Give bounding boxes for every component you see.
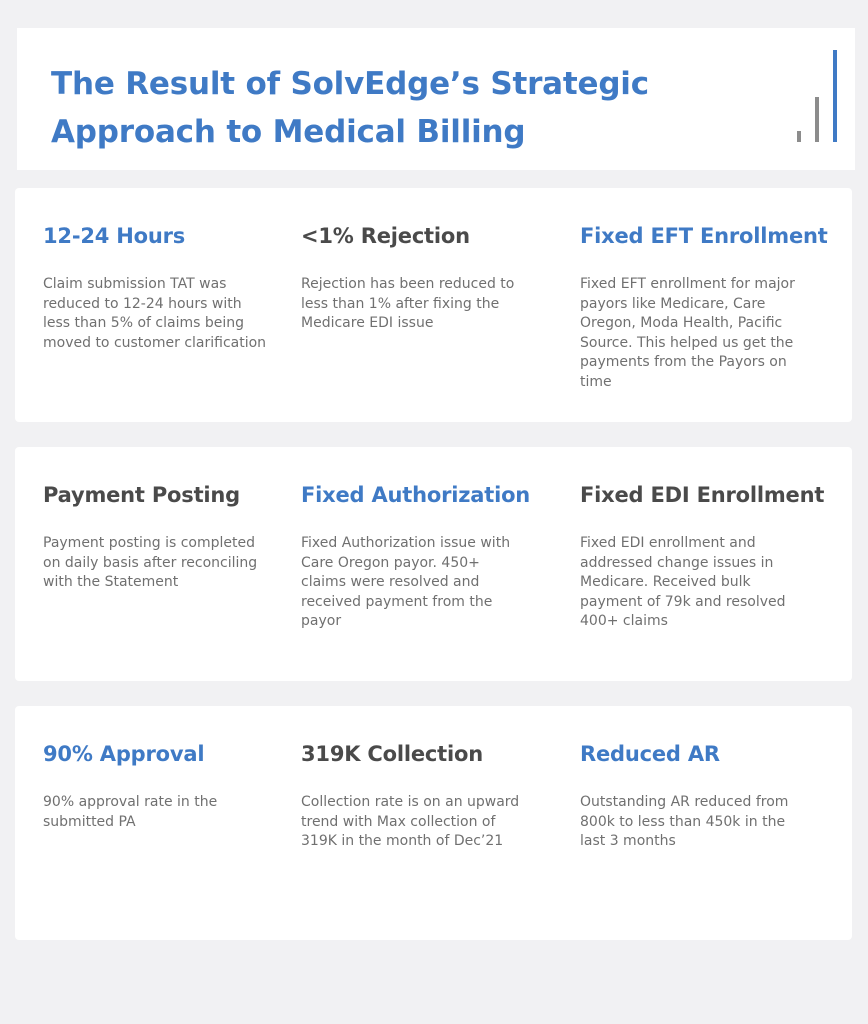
result-description: Claim submission TAT was reduced to 12-24 hours with less than 5% of claims being moved to customer clarification: [43, 276, 267, 351]
result-description: Payment posting is completed on daily basis after reconciling with the Statement: [43, 535, 258, 590]
result-title: Fixed Authorization: [301, 483, 531, 507]
bar-chart-icon: [793, 50, 843, 142]
result-title: Fixed EFT Enrollment: [580, 224, 828, 248]
result-title: Fixed EDI Enrollment: [580, 483, 825, 507]
result-title: <1% Rejection: [301, 224, 470, 248]
header-banner: [17, 28, 855, 170]
results-card-3: [15, 706, 852, 940]
result-title: 319K Collection: [301, 742, 483, 766]
result-description: Fixed EDI enrollment and addressed change issues in Medicare. Received bulk payment of 79k and resolved 400+ claims: [580, 535, 786, 629]
result-description: Collection rate is on an upward trend with Max collection of 319K in the month of Dec’21: [301, 794, 520, 849]
result-title: Payment Posting: [43, 483, 241, 507]
bar-chart-icon-bar-tall: [833, 50, 837, 142]
page-title: [51, 60, 649, 156]
result-title: 90% Approval: [43, 742, 205, 766]
page-title-line-2: Approach to Medical Billing: [51, 114, 526, 150]
result-description: 90% approval rate in the submitted PA: [43, 794, 218, 830]
result-description: Fixed Authorization issue with Care Oregon payor. 450+ claims were resolved and received payment from the payor: [301, 535, 511, 629]
results-card-2: [15, 447, 852, 681]
results-card-1: [15, 188, 852, 422]
result-description: Fixed EFT enrollment for major payors like Medicare, Care Oregon, Moda Health, Pacific Source. This helped us get the payments from the Payors on time: [580, 276, 795, 390]
bar-chart-icon-bar-medium: [815, 97, 819, 142]
result-description: Outstanding AR reduced from 800k to less than 450k in the last 3 months: [580, 794, 789, 849]
result-description: Rejection has been reduced to less than 1% after fixing the Medicare EDI issue: [301, 276, 515, 331]
bar-chart-icon-bar-short: [797, 131, 801, 142]
result-title: Reduced AR: [580, 742, 720, 766]
result-title: 12-24 Hours: [43, 224, 186, 248]
page-title-line-1: The Result of SolvEdge’s Strategic: [51, 66, 649, 102]
